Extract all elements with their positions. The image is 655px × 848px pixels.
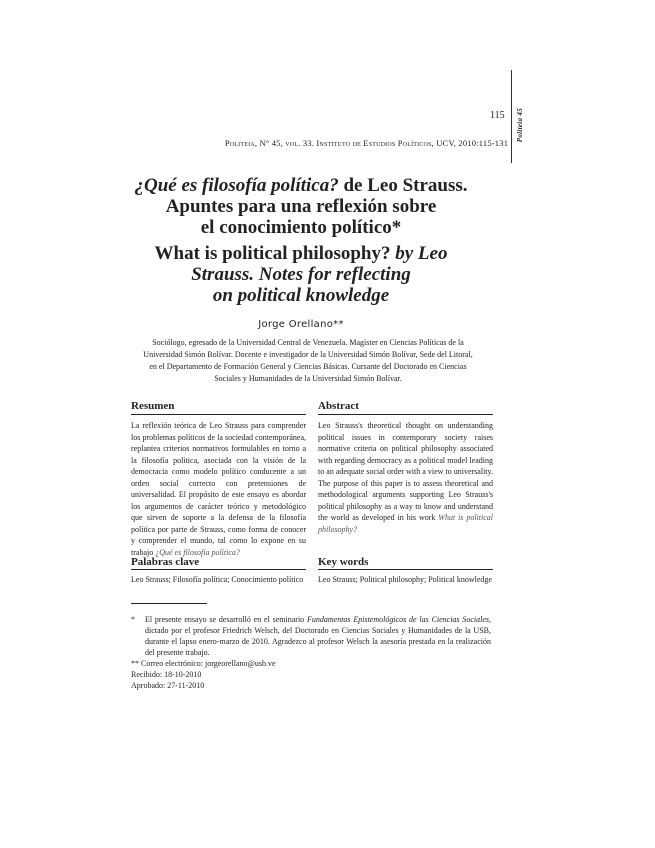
abstract-body: Leo Strauss's theoretical thought on understanding political issues in contemporary society raises normative criteria on political philosophy associated with regarding democracy as a political model leading to an adequate social order with a view to universality. The purpose of this paper is to assess theoretical and methodological arguments supporting Leo Strauss's political philosophy as a way to know and understand the world as developed in his work	[318, 421, 493, 522]
footnote-1-text	[145, 614, 491, 658]
palabras-clave-heading: Palabras clave	[131, 556, 200, 568]
title-english	[120, 243, 482, 306]
title-spanish-line2: Apuntes para una reflexión sobre	[165, 196, 437, 217]
received-date: Recibido: 18-10-2010	[131, 670, 202, 679]
title-english-line2: Strauss. Notes for reflecting	[191, 264, 411, 285]
resumen-italic: ¿Qué es filosofía política?	[155, 547, 240, 557]
key-words-heading: Key words	[318, 556, 369, 568]
footnote-1-post: , dictado por el profesor Friedrich Welsch, del Doctorado en Ciencias Sociales y Humanidades de la USB, durante el lapso enero-marzo de 2010. Agradezco al profesor Welsch la asesoría prestada en la realización del presente trabajo.	[145, 615, 492, 657]
palabras-clave-text: Leo Strauss; Filosofía política; Conocimiento político	[131, 575, 304, 584]
footnote-rule	[131, 603, 207, 604]
running-head: Politeia, N° 45, vol. 33. Instituto de Estudios Políticos, UCV, 2010:115-131	[224, 138, 509, 148]
key-words-text: Leo Strauss; Political philosophy; Political knowledge	[318, 575, 492, 584]
title-spanish	[120, 175, 482, 238]
title-english-italic: by Leo	[390, 243, 448, 264]
footnote-2: ** Correo electrónico: jorgeorellano@usb.ve	[131, 659, 276, 668]
resumen-text	[131, 420, 306, 558]
approved-date: Aprobado: 27-11-2010	[131, 681, 205, 690]
resumen-heading: Resumen	[131, 400, 175, 412]
footnote-1-pre: El presente ensayo se desarrolló en el seminario	[145, 615, 307, 624]
page-number: 115	[490, 110, 505, 121]
abstract-heading: Abstract	[318, 400, 359, 412]
abstract-text	[318, 420, 493, 535]
footnotes	[131, 614, 491, 691]
resumen-body: La reflexión teórica de Leo Strauss para comprender los problemas políticos de la sociedad contemporánea, replantea criterios normativos formulables en torno a la filosofía política, asociada con la visión de la democracia como modelo político conducente a un orden social correcto con pretensiones de universalidad. El propósito de este ensayo es abordar los argumentos de carácter teórico y metodológico que sirven de soporte a la defensa de la filosofía política por parte de Strauss, como forma de conocer y comprender el mundo, tal como lo expone en su trabajo	[131, 421, 306, 557]
abstract-italic: What is political philosophy?	[318, 513, 493, 534]
margin-rule	[511, 70, 512, 163]
key-words-rule	[318, 569, 493, 570]
title-spanish-line3: el conocimiento político*	[200, 217, 402, 238]
author-name: Jorge Orellano**	[258, 319, 344, 330]
journal-side-label: Politeia 45	[516, 108, 524, 143]
resumen-rule	[131, 414, 306, 415]
footnote-1-italic: Fundamentos Epistemológicos de las Ciencias Sociales	[306, 615, 490, 624]
title-spanish-italic: ¿Qué es filosofía política?	[134, 175, 339, 196]
abstract-rule	[318, 414, 493, 415]
title-english-line3: on political knowledge	[212, 285, 390, 306]
author-affiliation: Sociólogo, egresado de la Universidad Central de Venezuela. Magíster en Ciencias Políticas de la Universidad Simón Bolívar. Docente e investigador de la Universidad Simón Bolívar, Sede del Litoral, en el Departamento de Formación General y Ciencias Básicas. Cursante del Doctorado en Ciencias Sociales y Humanidades de la Universidad Simón Bolívar.	[143, 338, 473, 383]
footnote-1-mark: *	[131, 615, 135, 624]
title-spanish-rest: de Leo Strauss.	[338, 175, 468, 196]
footnote-1	[131, 614, 491, 658]
title-english-plain: What is political philosophy?	[154, 243, 391, 264]
palabras-clave-rule	[131, 569, 306, 570]
